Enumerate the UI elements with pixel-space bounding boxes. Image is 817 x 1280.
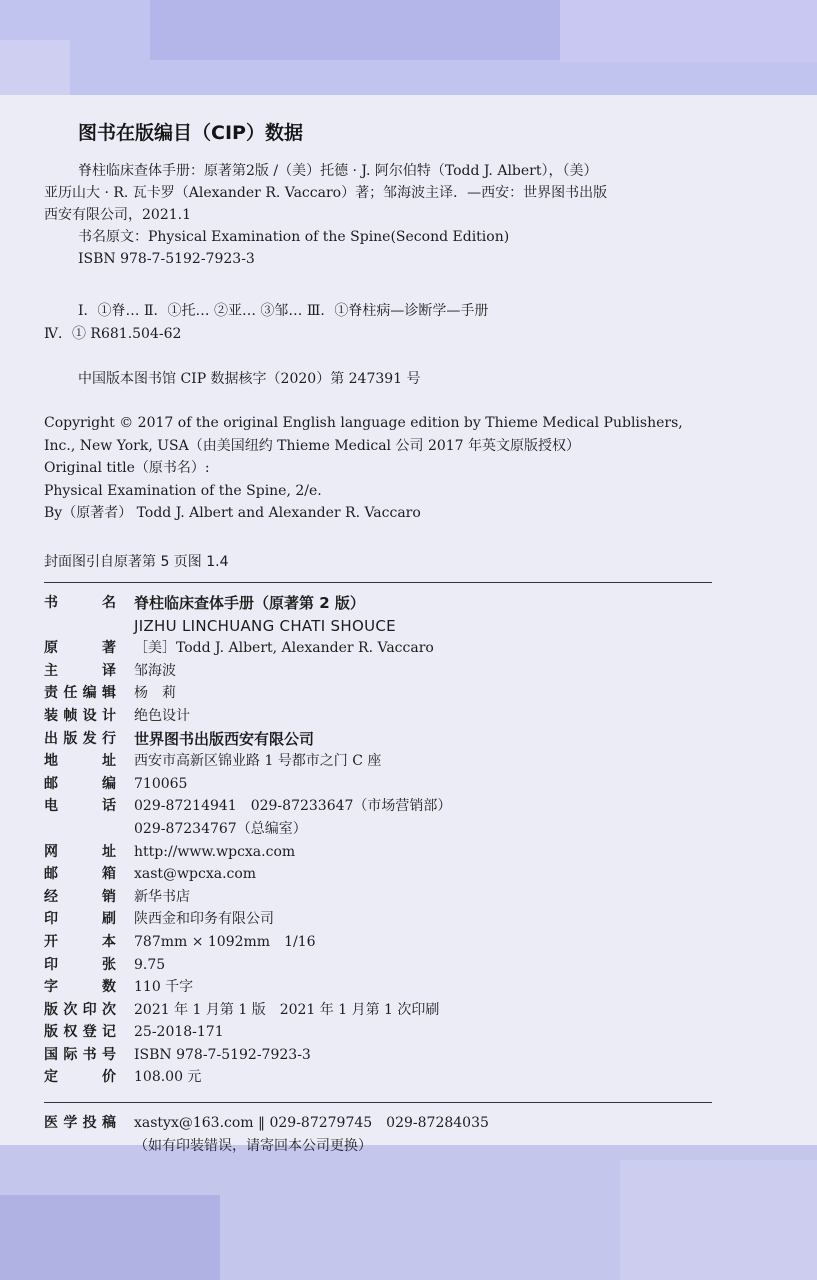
publisher-name: 世界图书出版西安有限公司	[134, 729, 315, 748]
info-label: 书 名	[44, 595, 116, 611]
info-label: 字 数	[44, 979, 116, 996]
info-label: 地 址	[44, 753, 116, 770]
divider	[44, 1102, 712, 1103]
info-value: 029-87234767（总编室）	[134, 820, 307, 837]
info-label: 经 销	[44, 888, 116, 905]
copyright-line: Original title（原书名）:	[44, 460, 210, 477]
contact-value: xastyx@163.com ‖ 029-87279745 029-87284035	[134, 1115, 489, 1131]
info-label: 定 价	[44, 1069, 116, 1086]
info-value: 110 千字	[134, 979, 194, 996]
info-label: 电 话	[44, 798, 116, 815]
info-label: 装帧设计	[44, 707, 116, 724]
info-value: 787mm × 1092mm 1/16	[134, 933, 316, 950]
info-value: 新华书店	[134, 888, 190, 905]
book-title-pinyin: JIZHU LINCHUANG CHATI SHOUCE	[134, 616, 396, 635]
divider	[44, 582, 712, 583]
page-title: 图书在版编目（CIP）数据	[78, 122, 303, 144]
cip-record	[0, 160, 607, 270]
copyright-notice	[44, 412, 683, 525]
info-label: 印 张	[44, 956, 116, 973]
copyright-line: Inc., New York, USA（由美国纽约 Thieme Medical 公司 2017 年英文原版授权）	[44, 437, 581, 454]
copyright-line: Physical Examination of the Spine, 2/e.	[44, 482, 322, 499]
info-label: 国际书号	[44, 1046, 116, 1063]
cip-line: 脊柱临床查体手册：原著第2版 /（美）托德 · J. 阿尔伯特（Todd J. Albert），（美）	[78, 163, 598, 179]
cip-original-title: 书名原文：Physical Examination of the Spine(Second Edition)	[78, 229, 510, 245]
info-label: 责任编辑	[44, 685, 116, 702]
info-label: 邮 箱	[44, 866, 116, 883]
info-value: ISBN 978-7-5192-7923-3	[134, 1046, 311, 1063]
info-value: 9.75	[134, 956, 166, 973]
info-label: 原 著	[44, 640, 116, 657]
info-value: 邹海波	[134, 662, 176, 679]
classification-line: Ⅳ．① R681.504-62	[44, 326, 182, 342]
info-value: 710065	[134, 775, 188, 792]
classification-line: Ⅰ．①脊… Ⅱ．①托… ②亚… ③邹… Ⅲ．①脊柱病—诊断学—手册	[78, 303, 489, 319]
book-title: 脊柱临床查体手册（原著第 2 版）	[134, 594, 365, 612]
price: 108.00 元	[134, 1069, 202, 1086]
info-label: 网 址	[44, 843, 116, 860]
info-label: 邮 编	[44, 775, 116, 792]
info-label: 版权登记	[44, 1024, 116, 1041]
copyright-line: By（原著者） Todd J. Albert and Alexander R. Vaccaro	[44, 505, 421, 522]
info-value: 杨 莉	[134, 685, 176, 702]
info-label: 主 译	[44, 662, 116, 679]
classification	[0, 300, 488, 346]
info-value: 陕西金和印务有限公司	[134, 911, 274, 928]
info-label: 版次印次	[44, 1001, 116, 1018]
email-address: xast@wpcxa.com	[134, 866, 257, 883]
info-value: 绝色设计	[134, 707, 190, 724]
info-value: 029-87214941 029-87233647（市场营销部）	[134, 798, 452, 815]
cip-isbn: ISBN 978-7-5192-7923-3	[78, 251, 255, 267]
cip-line: 西安有限公司，2021.1	[44, 207, 191, 223]
info-value: ［美］Todd J. Albert, Alexander R. Vaccaro	[134, 640, 434, 657]
info-label: 开 本	[44, 933, 116, 950]
cip-line: 亚历山大 · R. 瓦卡罗（Alexander R. Vaccaro）著；邹海波主译．—西安：世界图书出版	[44, 185, 608, 201]
info-label: 印 刷	[44, 911, 116, 928]
info-label: 出版发行	[44, 730, 116, 747]
cover-note: 封面图引自原著第 5 页图 1.4	[44, 554, 229, 570]
copyright-line: Copyright © 2017 of the original English language edition by Thieme Medical Publishers,	[44, 415, 683, 431]
cip-check-number: 中国版本图书馆 CIP 数据核字（2020）第 247391 号	[78, 371, 421, 387]
info-value: 西安市高新区锦业路 1 号都市之门 C 座	[134, 753, 382, 770]
website-link: http://www.wpcxa.com	[134, 843, 296, 860]
info-value: 25-2018-171	[134, 1024, 224, 1041]
info-value: 2021 年 1 月第 1 版 2021 年 1 月第 1 次印刷	[134, 1001, 440, 1018]
info-label: 医学投稿	[44, 1115, 116, 1131]
error-return-note: （如有印装错误，请寄回本公司更换）	[134, 1137, 372, 1154]
